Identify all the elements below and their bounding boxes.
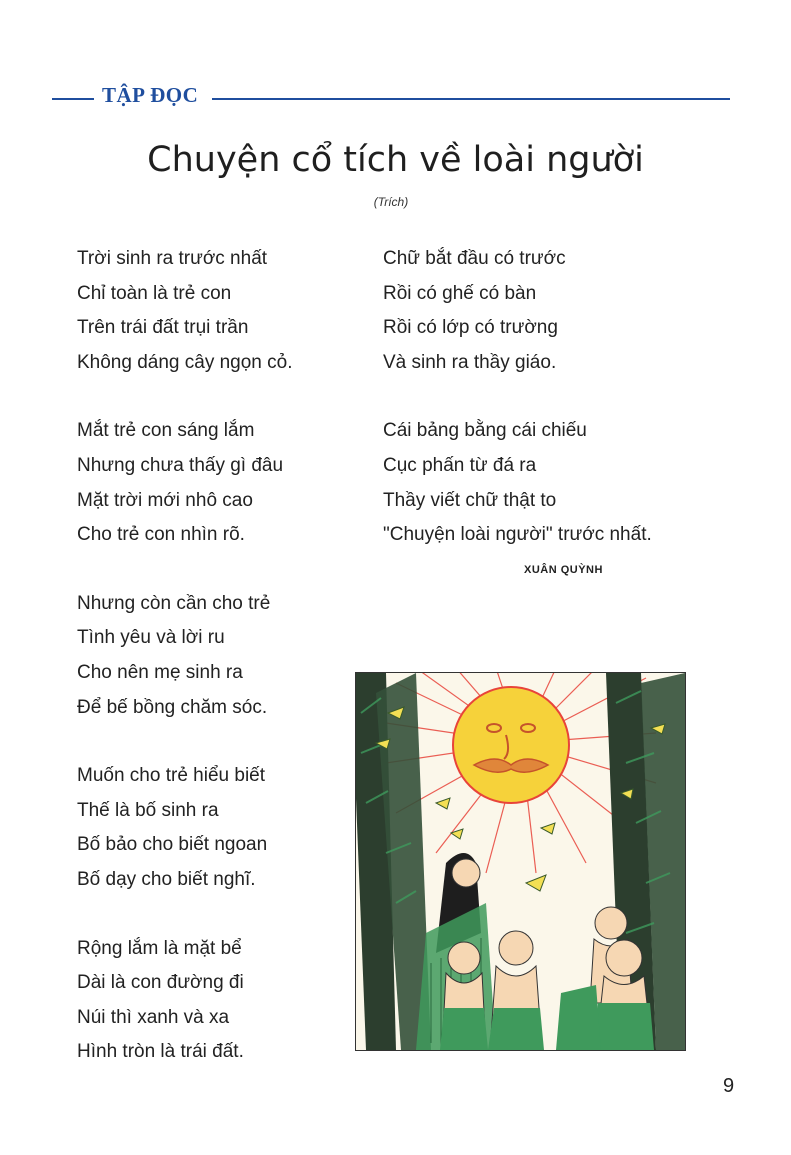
poem-column-left xyxy=(77,242,397,1104)
section-label: TẬP ĐỌC xyxy=(102,83,199,107)
stanza xyxy=(77,242,397,380)
poem-line: Thầy viết chữ thật to xyxy=(383,489,557,511)
header-rule-left xyxy=(52,98,94,100)
poem-line: Mắt trẻ con sáng lắm xyxy=(77,420,255,442)
stanza xyxy=(77,932,397,1070)
section-header xyxy=(52,80,730,110)
poem-line: Núi thì xanh và xa xyxy=(77,1006,230,1028)
poem-line: Tình yêu và lời ru xyxy=(77,627,225,649)
page-number: 9 xyxy=(723,1075,735,1097)
stanza xyxy=(77,759,397,897)
poem-subtitle: (Trích) xyxy=(373,195,409,209)
stanza xyxy=(383,414,703,552)
poem-line: Rộng lắm là mặt bể xyxy=(77,937,242,959)
illustration-artwork xyxy=(356,673,685,1050)
poem-line: Rồi có ghế có bàn xyxy=(383,282,537,304)
poem-line: Trời sinh ra trước nhất xyxy=(77,248,268,269)
poem-line: Dài là con đường đi xyxy=(77,972,244,994)
stanza xyxy=(77,414,397,552)
poem-line: Rồi có lớp có trường xyxy=(383,317,558,339)
illustration xyxy=(355,672,686,1051)
poem-line: Hình tròn là trái đất. xyxy=(77,1041,244,1063)
poem-line: Và sinh ra thầy giáo. xyxy=(383,351,557,373)
poem-column-right xyxy=(383,242,703,587)
sun-icon xyxy=(453,687,569,803)
stanza xyxy=(383,242,703,380)
poem-line: Chỉ toàn là trẻ con xyxy=(77,282,232,304)
poem-line: Bố dạy cho biết nghĩ. xyxy=(77,868,256,890)
poem-line: "Chuyện loài người" trước nhất. xyxy=(383,524,652,546)
poem-title: Chuyện cổ tích về loài người xyxy=(147,140,644,180)
poem-line: Nhưng còn cần cho trẻ xyxy=(77,592,271,614)
poem-line: Bố bảo cho biết ngoan xyxy=(77,834,268,856)
poem-line: Muốn cho trẻ hiểu biết xyxy=(77,765,266,787)
poem-line: Trên trái đất trụi trần xyxy=(77,317,249,339)
poem-line: Cục phấn từ đá ra xyxy=(383,454,537,476)
stanza xyxy=(77,587,397,725)
poem-line: Nhưng chưa thấy gì đâu xyxy=(77,454,284,476)
poem-line: Không dáng cây ngọn cỏ. xyxy=(77,351,293,373)
poem-line: Để bế bồng chăm sóc. xyxy=(77,696,268,718)
poem-line: Cho nên mẹ sinh ra xyxy=(77,661,243,683)
poem-line: Mặt trời mới nhô cao xyxy=(77,489,253,511)
poem-line: Thế là bố sinh ra xyxy=(77,799,219,821)
poem-line: Cái bảng bằng cái chiếu xyxy=(383,420,587,442)
poem-line: Cho trẻ con nhìn rõ. xyxy=(77,524,245,546)
poem-line: Chữ bắt đầu có trước xyxy=(383,248,566,269)
author-name: XUÂN QUỲNH xyxy=(524,564,603,576)
header-rule-right xyxy=(212,98,730,100)
